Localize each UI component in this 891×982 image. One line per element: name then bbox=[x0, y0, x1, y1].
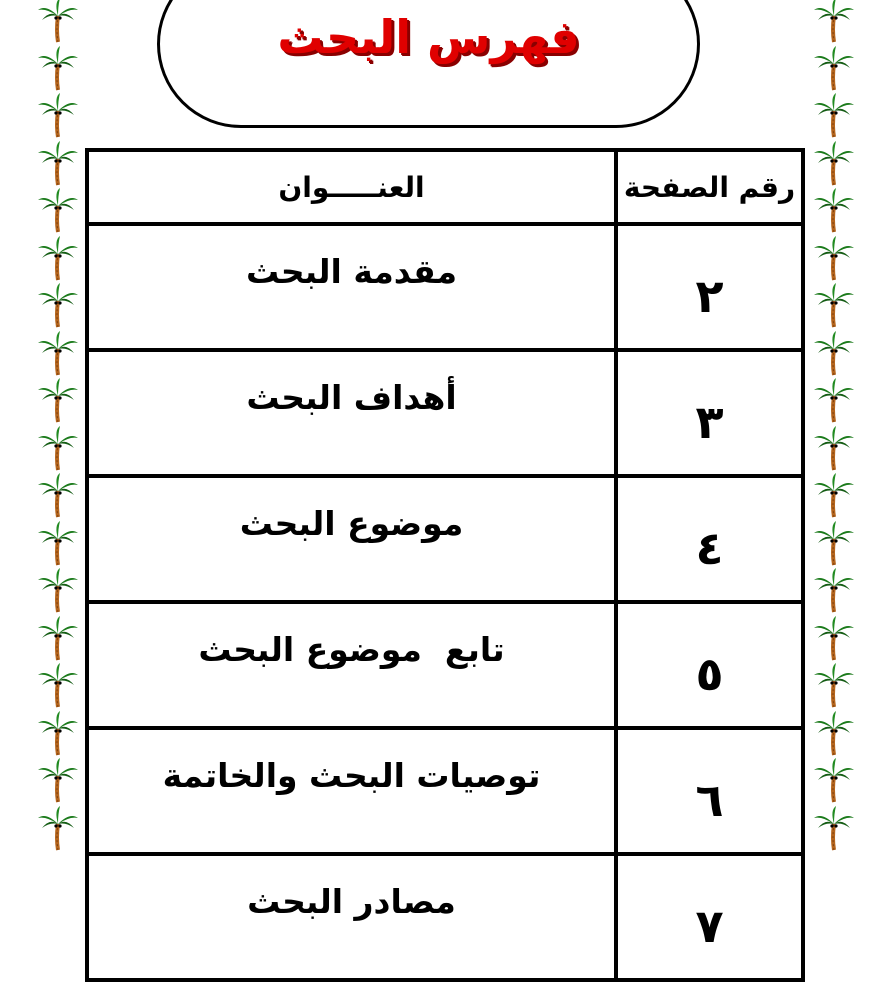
palm-tree-icon bbox=[812, 376, 856, 424]
palm-tree-icon bbox=[36, 661, 80, 709]
page-number: ٥ bbox=[695, 647, 724, 701]
entry-title: مصادر البحث bbox=[247, 882, 456, 921]
table-row bbox=[87, 728, 803, 854]
entry-title: مقدمة البحث bbox=[245, 252, 458, 291]
entry-title-cell bbox=[87, 224, 616, 350]
table-row bbox=[87, 476, 803, 602]
palm-tree-icon bbox=[36, 44, 80, 92]
page-number: ٢ bbox=[695, 269, 724, 323]
palm-tree-icon bbox=[812, 614, 856, 662]
table-of-contents bbox=[85, 148, 805, 982]
page-number: ٣ bbox=[695, 395, 724, 449]
entry-title-cell bbox=[87, 728, 616, 854]
table-row bbox=[87, 350, 803, 476]
palm-tree-icon bbox=[812, 424, 856, 472]
page-title: فهرس البحث bbox=[277, 10, 580, 64]
entry-title: تابع موضوع البحث bbox=[198, 630, 505, 669]
palm-tree-icon bbox=[812, 186, 856, 234]
palm-tree-icon bbox=[36, 471, 80, 519]
page-number-cell bbox=[616, 602, 803, 728]
page-number-cell bbox=[616, 350, 803, 476]
palm-tree-icon bbox=[812, 756, 856, 804]
palm-tree-icon bbox=[36, 186, 80, 234]
palm-tree-icon bbox=[812, 329, 856, 377]
header-title: العنـــــوان bbox=[87, 150, 616, 224]
page-number: ٤ bbox=[695, 521, 724, 575]
table-row bbox=[87, 224, 803, 350]
palm-tree-icon bbox=[36, 139, 80, 187]
palm-tree-icon bbox=[36, 91, 80, 139]
page-number-cell bbox=[616, 476, 803, 602]
page-number: ٧ bbox=[695, 899, 724, 953]
palm-tree-icon bbox=[36, 424, 80, 472]
palm-tree-icon bbox=[812, 281, 856, 329]
table-row bbox=[87, 602, 803, 728]
table-row bbox=[87, 854, 803, 980]
entry-title-cell bbox=[87, 476, 616, 602]
entry-title: أهداف البحث bbox=[246, 378, 457, 417]
palm-tree-icon bbox=[812, 804, 856, 852]
palm-tree-icon bbox=[36, 281, 80, 329]
page-number-cell bbox=[616, 854, 803, 980]
palm-tree-icon bbox=[812, 91, 856, 139]
palm-tree-icon bbox=[812, 234, 856, 282]
entry-title-cell bbox=[87, 350, 616, 476]
palm-tree-icon bbox=[36, 329, 80, 377]
palm-tree-icon bbox=[36, 0, 80, 44]
table-header-row bbox=[87, 150, 803, 224]
entry-title-cell bbox=[87, 854, 616, 980]
palm-tree-icon bbox=[36, 566, 80, 614]
page-number-cell bbox=[616, 224, 803, 350]
palm-tree-icon bbox=[36, 614, 80, 662]
palm-tree-icon bbox=[36, 756, 80, 804]
entry-title: موضوع البحث bbox=[239, 504, 464, 543]
palm-tree-icon bbox=[812, 139, 856, 187]
palm-tree-icon bbox=[36, 709, 80, 757]
entry-title-cell bbox=[87, 602, 616, 728]
palm-tree-icon bbox=[812, 566, 856, 614]
page-number: ٦ bbox=[695, 773, 724, 827]
palm-tree-icon bbox=[36, 234, 80, 282]
palm-tree-icon bbox=[812, 0, 856, 44]
palm-tree-icon bbox=[812, 471, 856, 519]
palm-tree-icon bbox=[812, 44, 856, 92]
right-palm-border bbox=[812, 0, 856, 848]
left-palm-border bbox=[36, 0, 80, 848]
palm-tree-icon bbox=[812, 519, 856, 567]
palm-tree-icon bbox=[36, 519, 80, 567]
header-page-number: رقم الصفحة bbox=[616, 150, 803, 224]
palm-tree-icon bbox=[812, 709, 856, 757]
palm-tree-icon bbox=[36, 804, 80, 852]
palm-tree-icon bbox=[36, 376, 80, 424]
entry-title: توصيات البحث والخاتمة bbox=[162, 756, 541, 795]
page-number-cell bbox=[616, 728, 803, 854]
palm-tree-icon bbox=[812, 661, 856, 709]
